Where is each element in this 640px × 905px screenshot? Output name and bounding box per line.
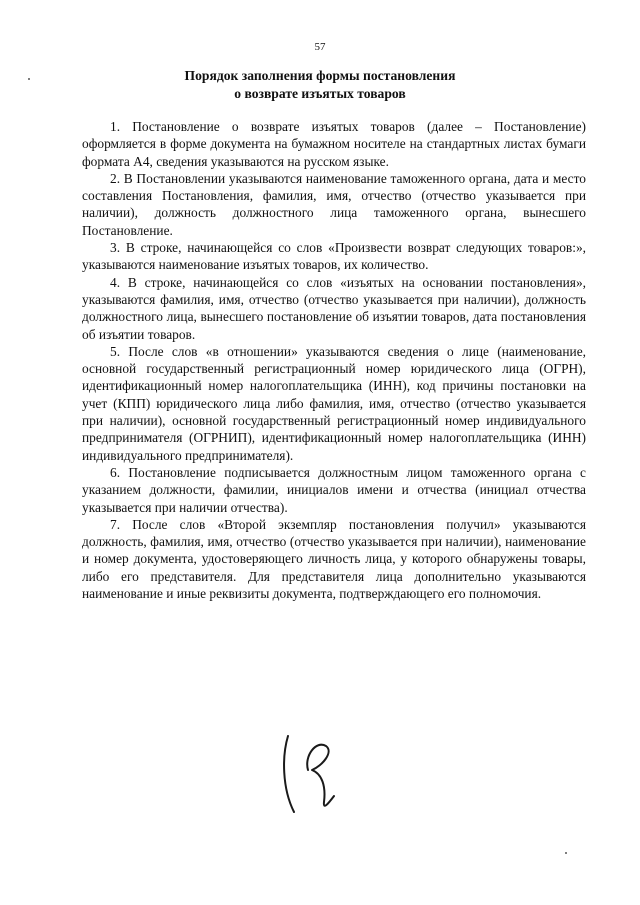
scan-speck: [28, 78, 30, 80]
document-title: [60, 67, 580, 103]
paragraph-5: 5. После слов «в отношении» указываются сведения о лице (наименование, основной государственный регистрационный номер юридического лица (ОГРН), идентификационный номер налогоплательщика (ИНН), код причины постановки на учет (КПП) юридического лица либо фамилия, имя, отчество (отчество указывается при наличии), основной государственный регистрационный номер индивидуального предпринимателя (ОГРНИП), идентификационный номер налогоплательщика (ИНН) индивидуального предпринимателя).: [82, 343, 586, 463]
page-number: 57: [314, 41, 326, 53]
paragraph-2: 2. В Постановлении указываются наименование таможенного органа, дата и место составления Постановления, фамилия, имя, отчество (отчество указывается при наличии), должность должностного лица таможенного органа, вынесшего Постановление.: [82, 170, 586, 238]
paragraph-6: 6. Постановление подписывается должностным лицом таможенного органа с указанием должности, фамилии, инициалов имени и отчества (инициал отчества указывается при наличии отчества).: [82, 464, 586, 515]
handwritten-signature: [278, 726, 348, 822]
document-body: [82, 118, 586, 602]
paragraph-4: 4. В строке, начинающейся со слов «изъятых на основании постановления», указываются фамилия, имя, отчество (отчество указывается при наличии), должность должностного лица, вынесшего постановление об изъятии товаров, дата постановления об изъятии товаров.: [82, 274, 586, 342]
paragraph-3: 3. В строке, начинающейся со слов «Произвести возврат следующих товаров:», указываются наименование изъятых товаров, их количество.: [82, 240, 586, 273]
title-line-1: Порядок заполнения формы постановления: [184, 68, 456, 83]
title-line-2: о возврате изъятых товаров: [234, 86, 406, 101]
paragraph-1: 1. Постановление о возврате изъятых товаров (далее – Постановление) оформляется в форме документа на бумажном носителе на стандартных листах бумаги формата А4, сведения указываются на русском языке.: [82, 119, 586, 169]
paragraph-7: 7. После слов «Второй экземпляр постановления получил» указываются должность, фамилия, имя, отчество (отчество указывается при наличии), наименование и номер документа, удостоверяющего личность лица, у которого обнаружены товары, либо его представителя. Для представителя лица дополнительно указываются наименование и иные реквизиты документа, подтверждающего его полномочия.: [82, 516, 586, 602]
scan-speck: [565, 852, 567, 854]
